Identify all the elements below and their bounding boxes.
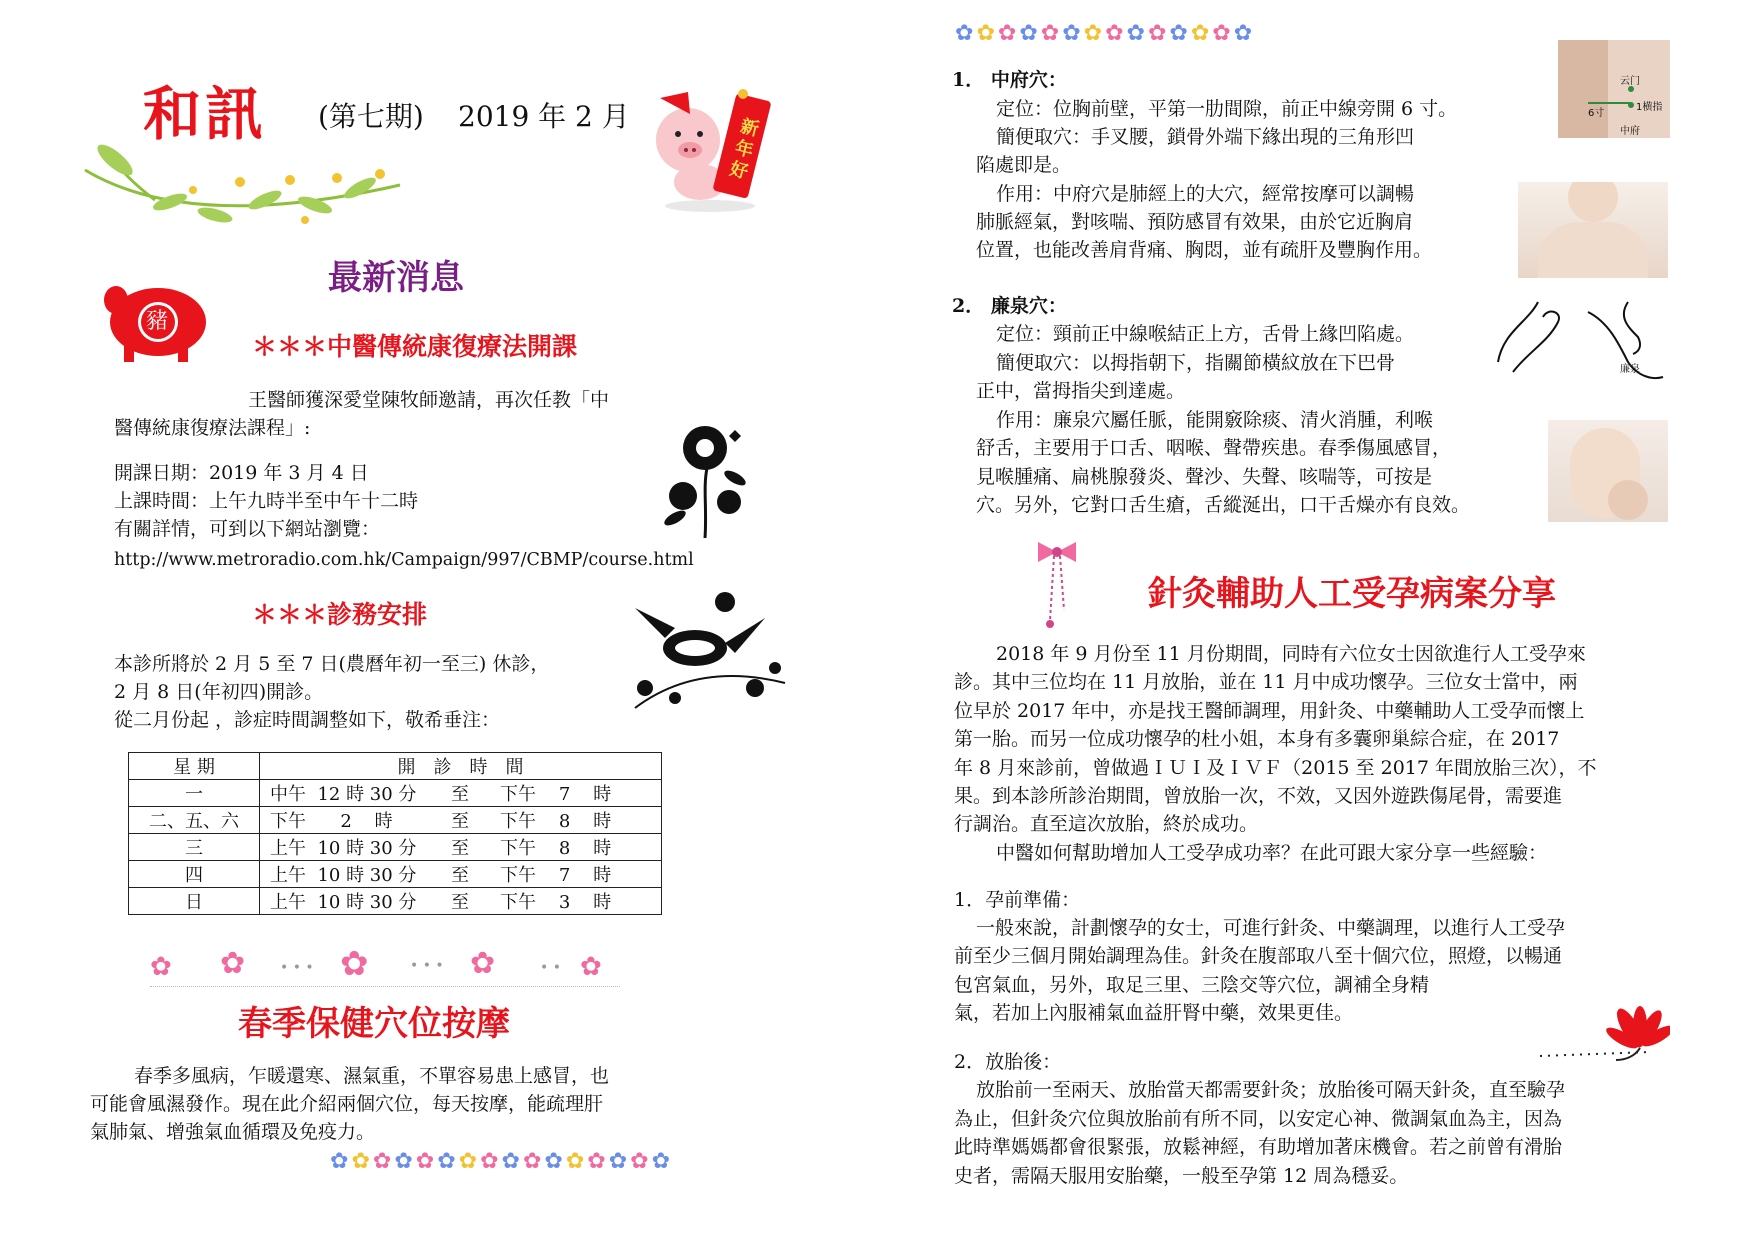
issue-date: 2019 年 2 月: [458, 100, 630, 133]
diagram-label-zhongfu: 中府: [1620, 126, 1640, 137]
schedule-start: 上午 10 時 30 分: [260, 861, 431, 888]
schedule-start: 下午 2 時: [260, 807, 431, 834]
ivf-section2-line: 史者，需隔天服用安胎藥，一般至孕第 12 周為穩妥。: [954, 1165, 1409, 1187]
schedule-row: [129, 780, 662, 807]
acupoint-2-line: 定位：頸前正中線喉結正上方，舌骨上緣凹陷處。: [996, 323, 1415, 345]
ivf-para1-line: 果。到本診所診治期間，曾放胎一次，不效，又因外遊跌傷尾骨，需要進: [954, 785, 1563, 807]
ivf-heading: 針灸輔助人工受孕病案分享: [1148, 574, 1556, 614]
ivf-para1-line: 2018 年 9 月份至 11 月份期間，同時有六位女士因欲進行人工受孕來: [996, 643, 1586, 665]
latest-news-heading: 最新消息: [328, 258, 464, 298]
clinic-schedule-table: [128, 752, 662, 915]
acupoint-1-line: 肺脈經氣，對咳喘、預防感冒有效果，由於它近胸肩: [976, 211, 1414, 233]
course-intro-line2: 醫傳統康復療法課程」:: [114, 417, 311, 439]
ivf-section2-title: 2．放胎後：: [954, 1051, 1062, 1073]
ivf-section2-line: 此時準媽媽都會很緊張，放鬆神經，有助增加著床機會。若之前曾有滑胎: [954, 1136, 1563, 1158]
course-class-time: 上課時間：上午九時半至中午十二時: [114, 490, 419, 512]
bird-illustration: [615, 588, 790, 716]
schedule-to: 至: [430, 834, 490, 861]
bottom-flower-border: ✿ ✿ ✿ ✿ ✿ ✿ ✿ ✿ ✿ ✿ ✿ ✿ ✿ ✿ ✿ ✿: [330, 1149, 670, 1174]
ivf-section1-line: 氣，若加上內服補氣血益肝腎中藥，效果更佳。: [954, 1002, 1354, 1024]
acupoint-2-line: 作用：廉泉穴屬任脈，能開竅除痰、清火消腫，利喉: [996, 409, 1434, 431]
ivf-section1-line: 包宮氣血，另外，取足三里、三陰交等穴位，調補全身精: [954, 974, 1430, 996]
paper-cut-char: 豬: [146, 309, 169, 334]
ivf-para1-line: 診。其中三位均在 11 月放胎，並在 11 月中成功懷孕。三位女士當中，兩: [954, 671, 1578, 693]
acupoint-2-line: 正中，當拇指尖到達處。: [976, 380, 1186, 402]
clinic-line2: 2 月 8 日(年初四)開診。: [114, 681, 324, 703]
diagram-label-1finger: 1横指: [1636, 102, 1663, 113]
course-intro-line1: 王醫師獲深愛堂陳牧師邀請，再次任教「中: [248, 389, 610, 411]
top-flower-border: ✿ ✿ ✿ ✿ ✿ ✿ ✿ ✿ ✿ ✿ ✿ ✿ ✿ ✿: [955, 21, 1253, 46]
schedule-row: [129, 834, 662, 861]
spring-line2: 可能會風濕發作。現在此介紹兩個穴位，每天按摩，能疏理肝: [90, 1093, 604, 1115]
spring-line3: 氣肺氣、增強氣血循環及免疫力。: [90, 1121, 376, 1143]
acupoint-2-line: 簡便取穴：以拇指朝下，指關節橫紋放在下巴骨: [996, 352, 1396, 374]
clinic-heading: ＊＊＊診務安排: [252, 600, 428, 629]
newsletter-title: 和訊: [143, 80, 268, 148]
ivf-section2-line: 放胎前一至兩天、放胎當天都需要針灸；放胎後可隔天針灸，直至驗孕: [976, 1079, 1566, 1101]
schedule-to: 至: [430, 888, 490, 915]
schedule-row: [129, 807, 662, 834]
pink-flower-divider: ✿ ✿ • • • ✿ • • • ✿ • • ✿: [150, 950, 620, 987]
schedule-start: 上午 10 時 30 分: [260, 888, 431, 915]
spring-line1: 春季多風病，乍暖還寒、濕氣重，不單容易患上感冒，也: [134, 1065, 610, 1087]
schedule-start: 上午 10 時 30 分: [260, 834, 431, 861]
schedule-end: 下午 7 時: [490, 780, 662, 807]
ivf-para1-line: 位早於 2017 年中，亦是找王醫師調理，用針灸、中藥輔助人工受孕而懷上: [954, 700, 1585, 722]
schedule-header-row: [129, 753, 662, 780]
ivf-section2-line: 為止，但針灸穴位與放胎前有所不同，以安定心神、微調氣血為主，因為: [954, 1108, 1563, 1130]
ivf-para1-line: 年 8 月來診前，曾做過ＩＵＩ及ＩＶＦ（2015 至 2017 年間放胎三次），不: [954, 757, 1597, 779]
schedule-end: 下午 7 時: [490, 861, 662, 888]
spring-massage-heading: 春季保健穴位按摩: [238, 1004, 510, 1044]
schedule-day: 二、五、六: [129, 807, 260, 834]
acupoint-1-line: 簡便取穴：手叉腰，鎖骨外端下緣出現的三角形凹: [996, 126, 1415, 148]
leaf-branch-decoration: [75, 130, 405, 225]
new-year-pig-illustration: [640, 78, 780, 218]
clinic-line3: 從二月份起 ，診症時間調整如下，敬希垂注：: [114, 709, 501, 731]
schedule-end: 下午 3 時: [490, 888, 662, 915]
clinic-line1: 本診所將於 2 月 5 至 7 日(農曆年初一至三) 休診，: [114, 653, 550, 675]
schedule-day: 三: [129, 834, 260, 861]
schedule-to: 至: [430, 861, 490, 888]
ivf-para1-line: 行調治。直至這次放胎，終於成功。: [954, 813, 1259, 835]
ivf-section1-title: 1．孕前準備：: [954, 889, 1081, 911]
issue-number: (第七期): [318, 100, 424, 133]
schedule-end: 下午 8 時: [490, 834, 662, 861]
zhongfu-diagram: [1558, 40, 1670, 138]
diagram-label-lianquan: 廉泉: [1620, 364, 1640, 375]
course-details: 有關詳情，可到以下網站瀏覽：: [114, 518, 381, 540]
diagram-label-yunmen: 云门: [1620, 76, 1640, 87]
course-start-date: 開課日期：2019 年 3 月 4 日: [114, 462, 369, 484]
schedule-to: 至: [430, 807, 490, 834]
schedule-end: 下午 8 時: [490, 807, 662, 834]
schedule-day: 日: [129, 888, 260, 915]
acupoint-2-line: 見喉腫痛、扁桃腺發炎、聲沙、失聲、咳喘等，可按是: [976, 466, 1433, 488]
ivf-para1-line: 第一胎。而另一位成功懷孕的杜小姐，本身有多囊卵巢綜合症，在 2017: [954, 728, 1560, 750]
schedule-header-day: 星 期: [129, 753, 260, 780]
acupoint-2-line: 舒舌，主要用于口舌、咽喉、聲帶疾患。春季傷風感冒，: [976, 437, 1452, 459]
red-flower-sketch: [1530, 1000, 1670, 1064]
schedule-row: [129, 861, 662, 888]
schedule-row: [129, 888, 662, 915]
acupoint-1-line: 作用：中府穴是肺經上的大穴，經常按摩可以調暢: [996, 183, 1415, 205]
ivf-para2: 中醫如何幫助增加人工受孕成功率？在此可跟大家分享一些經驗：: [996, 842, 1548, 864]
black-flower-illustration: [655, 418, 755, 540]
pig-banner-text: 新年好: [727, 115, 761, 184]
ivf-section1-line: 前至少三個月開始調理為佳。針灸在腹部取八至十個穴位，照燈，以暢通: [954, 945, 1563, 967]
schedule-header-hours: 開 診 時 間: [260, 753, 662, 780]
bow-ornament: [1032, 540, 1082, 632]
diagram-label-6cun: 6寸: [1588, 108, 1605, 119]
course-heading: ＊＊＊中醫傳統康復療法開課: [252, 332, 578, 361]
paper-cut-pig: [100, 272, 210, 364]
chin-massage-photo: [1548, 420, 1668, 522]
neck-massage-photo: [1518, 182, 1668, 278]
acupoint-2-line: 穴。另外，它對口舌生瘡，舌縱涎出，口干舌燥亦有良效。: [976, 494, 1471, 516]
schedule-day: 一: [129, 780, 260, 807]
lianquan-diagram: [1478, 292, 1668, 382]
acupoint-2-title: 2． 廉泉穴：: [952, 295, 1067, 317]
acupoint-1-title: 1． 中府穴：: [952, 69, 1067, 91]
acupoint-1-line: 位置，也能改善肩背痛、胸悶，並有疏肝及豐胸作用。: [976, 239, 1433, 261]
acupoint-1-line: 定位：位胸前壁，平第一肋間隙，前正中線旁開 6 寸。: [996, 98, 1458, 120]
schedule-to: 至: [430, 780, 490, 807]
course-url[interactable]: http://www.metroradio.com.hk/Campaign/997/CBMP/course.html: [114, 550, 694, 570]
schedule-start: 中午 12 時 30 分: [260, 780, 431, 807]
acupoint-1-line: 陷處即是。: [976, 154, 1072, 176]
schedule-day: 四: [129, 861, 260, 888]
ivf-section1-line: 一般來說，計劃懷孕的女士，可進行針灸、中藥調理，以進行人工受孕: [976, 917, 1566, 939]
